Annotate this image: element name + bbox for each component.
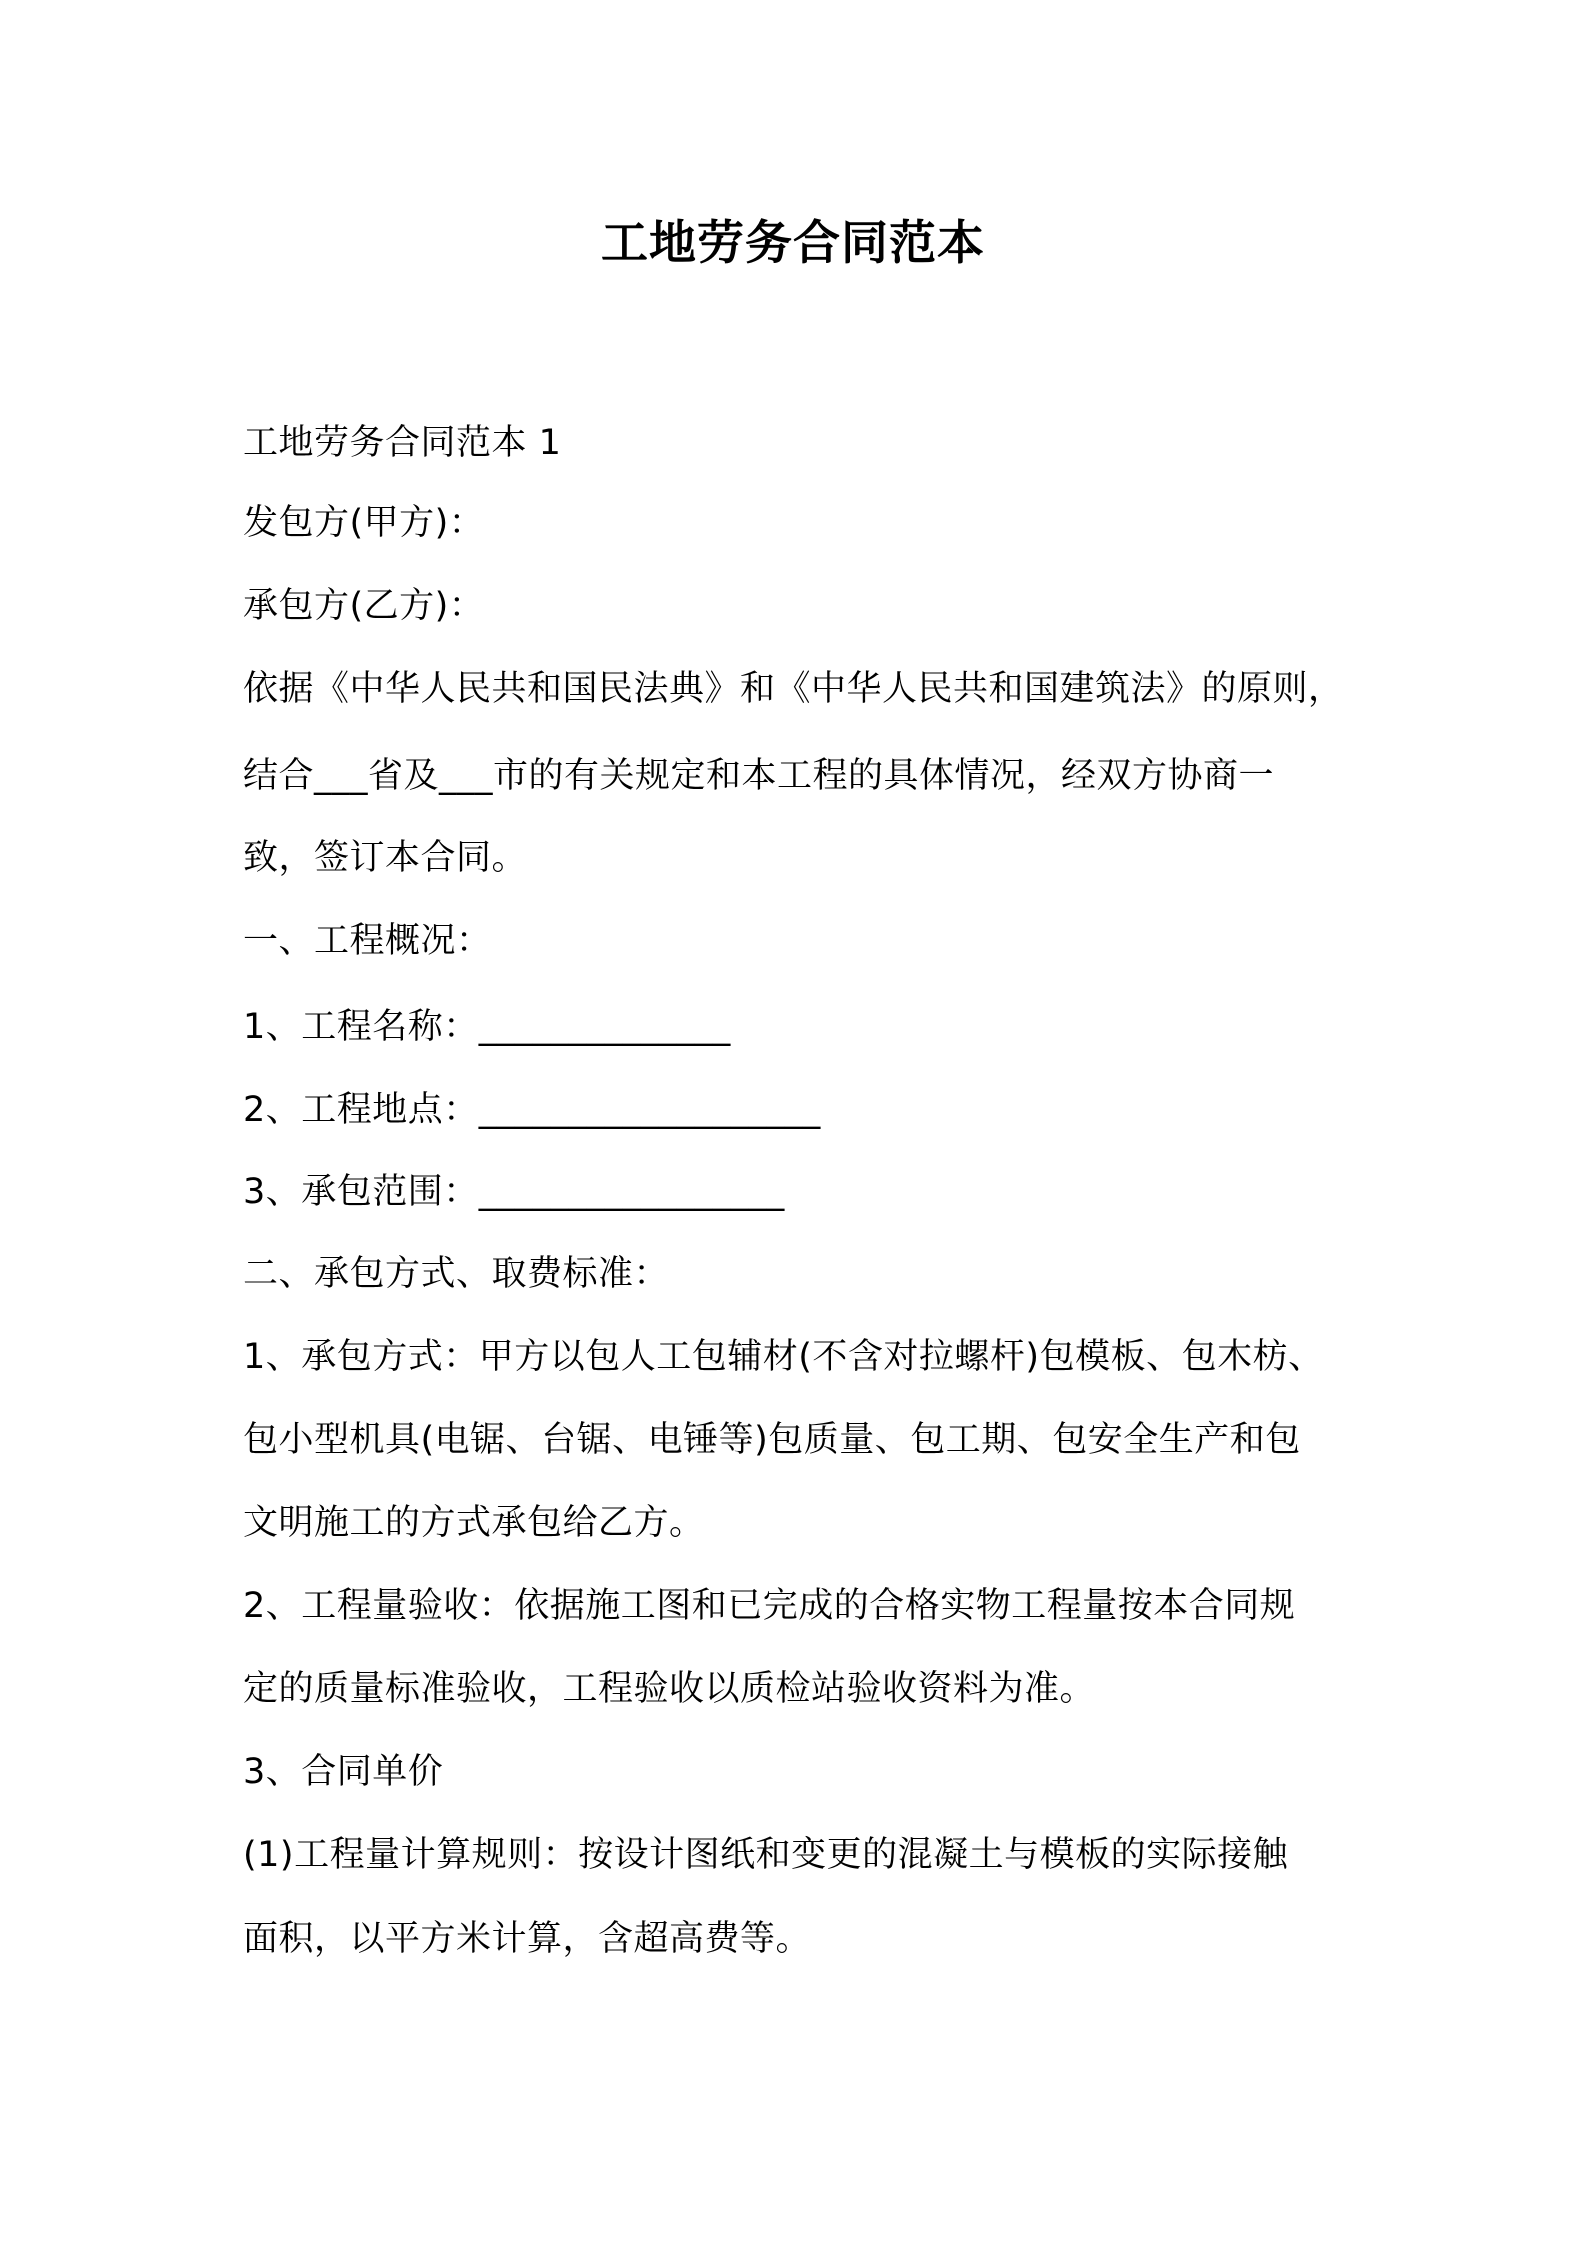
preamble-line: 依据《中华人民共和国民法典》和《中华人民共和国建筑法》的原则， [243, 669, 1344, 709]
clause-line: 2、工程地点：___________________ [243, 1090, 821, 1130]
clause-line: 1、承包方式：甲方以包人工包辅材(不含对拉螺杆)包模板、包木枋、 [243, 1337, 1324, 1377]
clause-line: 2、工程量验收：依据施工图和已完成的合格实物工程量按本合同规 [243, 1586, 1296, 1626]
document-title: 工地劳务合同范本 [601, 216, 985, 271]
clause-line: 3、合同单价 [243, 1752, 444, 1792]
clause-line: 1、工程名称：______________ [243, 1007, 731, 1047]
section-heading: 一、工程概况： [243, 921, 492, 961]
section-heading: 二、承包方式、取费标准： [243, 1254, 670, 1294]
clause-line: (1)工程量计算规则：按设计图纸和变更的混凝土与模板的实际接触 [243, 1835, 1289, 1875]
clause-line: 定的质量标准验收，工程验收以质检站验收资料为准。 [243, 1669, 1096, 1709]
preamble-line: 致，签订本合同。 [243, 838, 528, 878]
clause-line: 3、承包范围：_________________ [243, 1172, 785, 1212]
clause-line: 包小型机具(电锯、台锯、电锤等)包质量、包工期、包安全生产和包 [243, 1420, 1301, 1460]
party-b-line: 承包方(乙方)： [243, 586, 485, 626]
clause-line: 文明施工的方式承包给乙方。 [243, 1503, 705, 1543]
party-a-line: 发包方(甲方)： [243, 503, 485, 543]
preamble-line: 结合___省及___市的有关规定和本工程的具体情况，经双方协商一 [243, 756, 1275, 796]
section-heading: 工地劳务合同范本 1 [243, 423, 562, 463]
clause-line: 面积，以平方米计算，含超高费等。 [243, 1919, 812, 1959]
